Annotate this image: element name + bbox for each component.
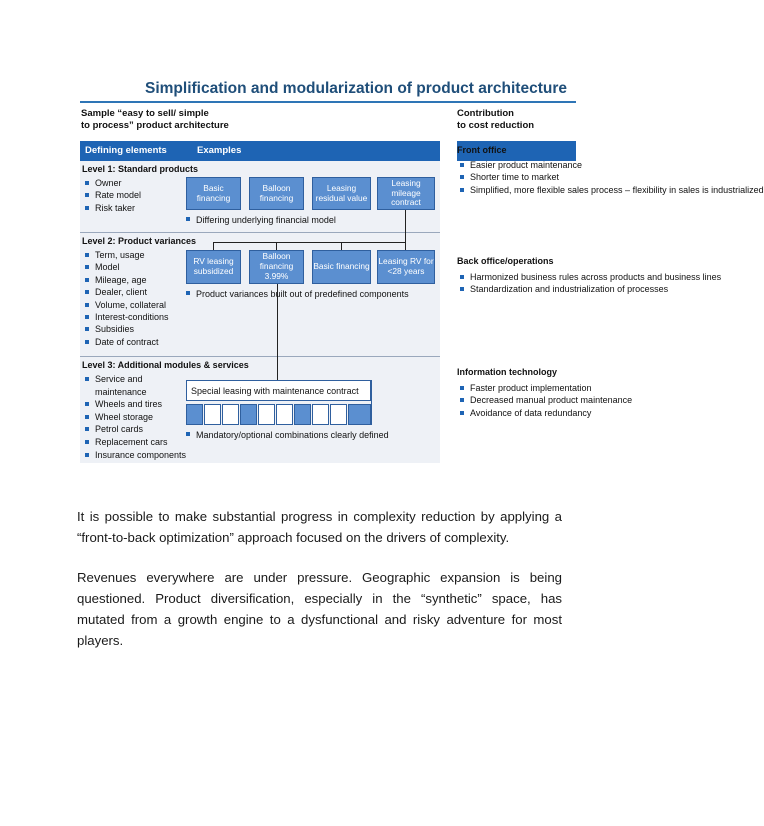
product-box: Leasing residual value [312, 177, 371, 210]
level-3-title: Level 3: Additional modules & services [82, 360, 249, 370]
connector-line [276, 242, 277, 250]
list-item: Replacement cars [84, 436, 186, 449]
list-item: Interest-conditions [84, 311, 169, 323]
left-header [81, 108, 229, 132]
module-cell [204, 404, 221, 425]
list-item: Owner [84, 177, 141, 189]
back-office-title: Back office/operations [457, 256, 554, 266]
level-2-note: Product variances built out of predefined components [186, 289, 409, 299]
level-2-title: Level 2: Product variances [82, 236, 197, 246]
list-item: Harmonized business rules across products and business lines [459, 271, 570, 283]
product-box: Balloon financing [249, 177, 304, 210]
it-list [459, 382, 633, 419]
list-item: Avoidance of data redundancy [459, 407, 570, 419]
defining-elements-label: Defining elements [85, 145, 167, 156]
list-item: Volume, collateral [84, 299, 169, 311]
level-3-note: Mandatory/optional combinations clearly defined [186, 430, 389, 440]
list-item: Simplified, more flexible sales process – flexibility in sales is industrialized [459, 184, 588, 196]
figure-title: Simplification and modularization of product architecture [145, 80, 567, 97]
list-item-text: Service and maintenance [95, 374, 147, 397]
front-office-title: Front office [457, 145, 507, 155]
title-rule [80, 101, 576, 103]
variance-box: RV leasing subsidized [186, 250, 241, 284]
module-cell [348, 404, 371, 425]
level-1-note: Differing underlying financial model [186, 215, 336, 225]
list-item: Mileage, age [84, 274, 169, 286]
paragraph: It is possible to make substantial progress in complexity reduction by applying a “front-to-back optimization” approach focused on the drivers of complexity. [77, 509, 562, 545]
list-item [84, 373, 186, 398]
variance-box: Leasing RV for <28 years [377, 250, 435, 284]
connector-line [213, 242, 214, 250]
variance-box: Balloon financing 3.99% [249, 250, 304, 284]
service-box: Special leasing with maintenance contract [186, 380, 371, 401]
product-box: Leasing mileage contract [377, 177, 435, 210]
connector-line [405, 242, 406, 250]
variance-box: Basic financing [312, 250, 371, 284]
list-item: Easier product maintenance [459, 159, 560, 171]
service-box-edge [371, 380, 372, 425]
it-title: Information technology [457, 367, 557, 377]
level-divider [80, 356, 440, 357]
list-item: Risk taker [84, 202, 141, 214]
module-cell [258, 404, 275, 425]
list-item: Shorter time to market [459, 171, 580, 183]
examples-label: Examples [197, 145, 242, 156]
list-item: Subsidies [84, 323, 169, 335]
level-1-list [84, 177, 141, 214]
product-box: Basic financing [186, 177, 241, 210]
column-band [80, 141, 440, 161]
connector-line [405, 210, 406, 242]
list-item: Term, usage [84, 249, 169, 261]
module-cell [186, 404, 203, 425]
module-cell [222, 404, 239, 425]
list-item: Wheels and tires [84, 398, 186, 411]
list-item: Wheel storage [84, 411, 186, 424]
list-item: Insurance components [84, 449, 186, 462]
list-item: Standardization and industrialization of processes [459, 283, 570, 295]
level-3-list [84, 373, 186, 461]
list-item: Dealer, client [84, 286, 169, 298]
module-cell [240, 404, 257, 425]
module-cell [294, 404, 311, 425]
module-cell [312, 404, 329, 425]
list-item: Date of contract [84, 336, 169, 348]
paragraph: Revenues everywhere are under pressure. Geographic expansion is being questioned. Product diversification, especially in the “synthetic” space, has mutated from a growth engine to a dysfunctional and risky adventure for most players. [77, 570, 562, 648]
right-header-line: Contribution [457, 108, 514, 119]
connector-line [341, 242, 342, 250]
left-header-line: Sample “easy to sell/ simple [81, 108, 209, 119]
list-item: Model [84, 261, 169, 273]
module-cell [276, 404, 293, 425]
level-2-list [84, 249, 169, 348]
right-header-line: to cost reduction [457, 120, 535, 131]
list-item: Faster product implementation [459, 382, 560, 394]
list-item: Petrol cards [84, 423, 186, 436]
list-item: Rate model [84, 189, 141, 201]
level-1-title: Level 1: Standard products [82, 164, 199, 174]
back-office-list [459, 271, 722, 296]
front-office-list [459, 159, 764, 196]
connector-line [213, 242, 406, 243]
level-divider [80, 232, 440, 233]
module-cell [330, 404, 347, 425]
list-item: Decreased manual product maintenance [459, 394, 575, 406]
right-header [457, 108, 534, 132]
left-header-line: to process” product architecture [81, 120, 229, 131]
